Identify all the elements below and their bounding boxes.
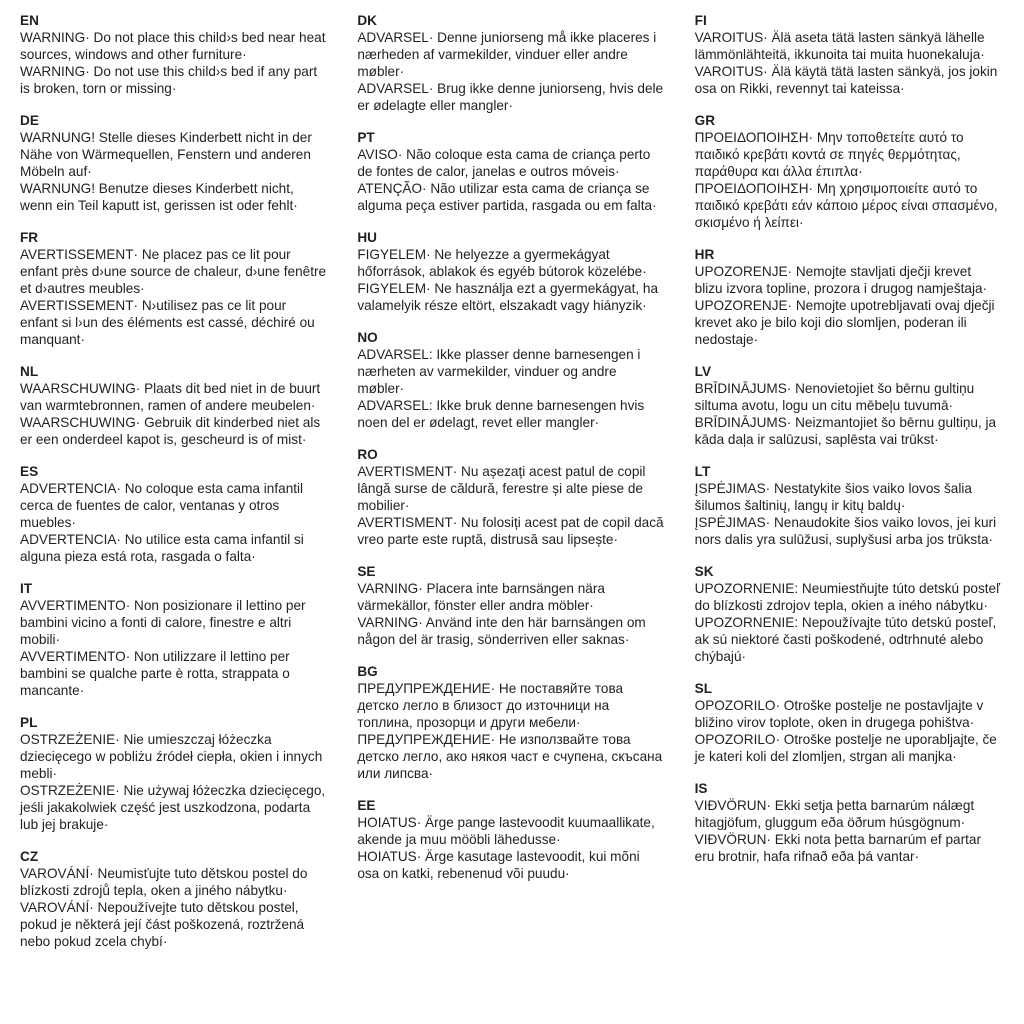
warning-paragraph: ADVARSEL: Ikke bruk denne barnesengen hvis noen del er ødelagt, revet eller mangler·: [357, 398, 645, 430]
language-code: PT: [357, 130, 375, 145]
warning-paragraph: OPOZORILO· Otroške postelje ne postavljajte v bližino virov toplote, oken in drugega pohištva·: [694, 698, 984, 730]
language-code: PL: [20, 715, 38, 730]
warning-paragraph: OPOZORILO· Otroške postelje ne uporabljajte, če je kateri koli del zlomljen, strgan ali manjka·: [694, 732, 997, 764]
warning-paragraph: ĮSPĖJIMAS· Nenaudokite šios vaiko lovos, jei kuri nors dalis yra sulūžusi, suplyšusi arba jos trūksta·: [694, 515, 997, 547]
language-code: RO: [357, 447, 378, 462]
warning-paragraph: VAROVÁNÍ· Neumisťujte tuto dětskou postel do blízkosti zdrojů tepla, oken a jiného nábytku·: [20, 866, 308, 898]
language-code: FR: [20, 230, 39, 245]
language-section-dk: [357, 12, 664, 114]
language-section-cz: [20, 848, 327, 950]
warning-paragraph: AVVERTIMENTO· Non utilizzare il lettino per bambini se qualche parte è rotta, strappata o mancante·: [20, 649, 290, 698]
warning-paragraph: UPOZORNENIE: Neumiestňujte túto detskú posteľ do blízkosti zdrojov tepla, okien a iného nábytku·: [694, 581, 1001, 613]
language-code: EE: [357, 798, 376, 813]
language-code: CZ: [20, 849, 39, 864]
language-code: SK: [694, 564, 714, 579]
language-section-lv: [695, 363, 1002, 448]
warning-paragraph: VARNING· Placera inte barnsängen nära värmekällor, fönster eller andra möbler·: [357, 581, 605, 613]
warning-paragraph: VAROITUS· Älä käytä tätä lasten sänkyä, jos jokin osa on Rikki, revennyt tai kateissa·: [694, 64, 998, 96]
language-code: GR: [694, 113, 716, 128]
column-middle: [357, 12, 664, 1008]
warning-paragraph: AVVERTIMENTO· Non posizionare il lettino per bambini vicino a fonti di calore, finestre e altri mobili·: [20, 598, 306, 647]
column-right: [695, 12, 1002, 1008]
language-code: HU: [357, 230, 377, 245]
language-section-bg: [357, 663, 664, 782]
warning-paragraph: VIÐVÖRUN· Ekki setja þetta barnarúm nálægt hitagjöfum, gluggum eða öðrum húsgögnum·: [694, 798, 975, 830]
warning-paragraph: OSTRZEŻENIE· Nie umieszczaj łóżeczka dziecięcego w pobliżu źródeł ciepła, okien i innych mebli·: [20, 732, 323, 781]
warning-paragraph: VIÐVÖRUN· Ekki nota þetta barnarúm ef partar eru brotnir, hafa rifnað eða þá vantar·: [694, 832, 981, 864]
language-section-en: [20, 12, 327, 97]
language-code: ES: [20, 464, 39, 479]
warning-paragraph: ΠΡΟΕΙΔΟΠΟΙΗΣΗ· Μην τοποθετείτε αυτό το παιδικό κρεβάτι κοντά σε πηγές θερμότητας, παράθυρα και άλλα έπιπλα·: [694, 130, 964, 179]
warning-paragraph: ПРЕДУПРЕЖДЕНИЕ· Не използвайте това детско легло, ако някоя част е счупена, скъсана или липсва·: [357, 732, 663, 781]
language-code: NL: [20, 364, 39, 379]
warning-paragraph: VARNING· Använd inte den här barnsängen om någon del är trasig, sönderriven eller saknas·: [357, 615, 646, 647]
language-section-de: [20, 112, 327, 214]
warning-paragraph: FIGYELEM· Ne használja ezt a gyermekágyat, ha valamelyik része eltört, elszakadt vagy hiányzik·: [357, 281, 659, 313]
warning-paragraph: BRĪDINĀJUMS· Neizmantojiet šo bērnu gultiņu, ja kāda daļa ir salūzusi, saplēsta vai trūkst·: [694, 415, 997, 447]
warning-paragraph: FIGYELEM· Ne helyezze a gyermekágyat hőforrások, ablakok és egyéb bútorok közelébe·: [357, 247, 647, 279]
warning-paragraph: ADVERTENCIA· No coloque esta cama infantil cerca de fuentes de calor, ventanas y otros muebles·: [20, 481, 304, 530]
language-section-gr: [695, 112, 1002, 231]
warning-paragraph: HOIATUS· Ärge pange lastevoodit kuumaallikate, akende ja muu mööbli lähedusse·: [357, 815, 655, 847]
warning-paragraph: WARNING· Do not use this child›s bed if any part is broken, torn or missing·: [20, 64, 318, 96]
warning-paragraph: ADVERTENCIA· No utilice esta cama infantil si alguna pieza está rota, rasgada o falta·: [20, 532, 304, 564]
warning-paragraph: UPOZORENJE· Nemojte upotrebljavati ovaj dječji krevet ako je bilo koji dio slomljen, poderan ili nedostaje·: [694, 298, 995, 347]
language-code: DE: [20, 113, 39, 128]
warning-paragraph: WAARSCHUWING· Gebruik dit kinderbed niet als er een onderdeel kapot is, gescheurd is of mist·: [20, 415, 321, 447]
language-section-ro: [357, 446, 664, 548]
language-section-nl: [20, 363, 327, 448]
language-code: IT: [20, 581, 33, 596]
warning-paragraph: VAROVÁNÍ· Nepoužívejte tuto dětskou postel, pokud je některá její část poškozená, roztržená nebo pokud zcela chybí·: [20, 900, 305, 949]
language-code: SE: [357, 564, 376, 579]
language-section-is: [695, 780, 1002, 865]
language-section-hu: [357, 229, 664, 314]
language-code: DK: [357, 13, 377, 28]
warning-paragraph: AVERTISSEMENT· N›utilisez pas ce lit pour enfant si l›un des éléments est cassé, déchiré ou manquant·: [20, 298, 315, 347]
language-code: FI: [694, 13, 707, 28]
language-section-se: [357, 563, 664, 648]
warning-paragraph: WAARSCHUWING· Plaats dit bed niet in de buurt van warmtebronnen, ramen of andere meubelen·: [20, 381, 321, 413]
warning-paragraph: ADVARSEL· Denne juniorseng må ikke placeres i nærheden af varmekilder, vinduer eller andre møbler·: [357, 30, 657, 79]
language-code: BG: [357, 664, 378, 679]
warning-paragraph: BRĪDINĀJUMS· Nenovietojiet šo bērnu gultiņu siltuma avotu, logu un citu mēbeļu tuvumā·: [694, 381, 975, 413]
language-code: LV: [694, 364, 712, 379]
warning-paragraph: ĮSPĖJIMAS· Nestatykite šios vaiko lovos šalia šilumos šaltinių, langų ir kitų baldų·: [694, 481, 972, 513]
language-code: EN: [20, 13, 39, 28]
language-code: LT: [694, 464, 711, 479]
warning-paragraph: WARNUNG! Benutze dieses Kinderbett nicht, wenn ein Teil kaputt ist, gerissen ist oder fehlt·: [20, 181, 298, 213]
warning-paragraph: HOIATUS· Ärge kasutage lastevoodit, kui mõni osa on katki, rebenenud või puudu·: [357, 849, 640, 881]
language-section-lt: [695, 463, 1002, 548]
language-code: SL: [694, 681, 713, 696]
column-left: [20, 12, 327, 1008]
warning-paragraph: UPOZORENJE· Nemojte stavljati dječji krevet blizu izvora topline, prozora i drugog namještaja·: [694, 264, 988, 296]
warning-paragraph: WARNUNG! Stelle dieses Kinderbett nicht in der Nähe von Wärmequellen, Fenstern und anderen Möbeln auf·: [20, 130, 312, 179]
language-section-hr: [695, 246, 1002, 348]
language-section-ee: [357, 797, 664, 882]
language-code: NO: [357, 330, 378, 345]
language-section-pl: [20, 714, 327, 833]
language-section-fi: [695, 12, 1002, 97]
language-code: HR: [694, 247, 715, 262]
language-section-no: [357, 329, 664, 431]
warning-paragraph: AVERTISMENT· Nu așezați acest patul de copil lângă surse de căldură, ferestre și alte piese de mobilier·: [357, 464, 646, 513]
warning-paragraph: ATENÇÃO· Não utilizar esta cama de criança se alguma peça estiver partida, rasgada ou em falta·: [357, 181, 657, 213]
warning-paragraph: ΠΡΟΕΙΔΟΠΟΙΗΣΗ· Μη χρησιμοποιείτε αυτό το παιδικό κρεβάτι εάν κάποιο μέρος είναι σπασμένο, σκισμένο ή λείπει·: [694, 181, 998, 230]
language-section-fr: [20, 229, 327, 348]
warning-paragraph: AVISO· Não coloque esta cama de criança perto de fontes de calor, janelas e outros móveis·: [357, 147, 651, 179]
warning-paragraph: AVERTISSEMENT· Ne placez pas ce lit pour enfant près d›une source de chaleur, d›une fenêtre et d›autres meubles·: [20, 247, 327, 296]
warning-paragraph: WARNING· Do not place this child›s bed near heat sources, windows and other furniture·: [20, 30, 326, 62]
language-section-sl: [695, 680, 1002, 765]
warning-paragraph: VAROITUS· Älä aseta tätä lasten sänkyä lähelle lämmönlähteitä, ikkunoita tai muita huonekaluja·: [694, 30, 985, 62]
warning-paragraph: ПРЕДУПРЕЖДЕНИЕ· Не поставяйте това детско легло в близост до източници на топлина, прозорци и други мебели·: [357, 681, 624, 730]
warning-paragraph: OSTRZEŻENIE· Nie używaj łóżeczka dziecięcego, jeśli jakakolwiek część jest uszkodzona, podarta lub jej brakuje·: [20, 783, 326, 832]
warning-paragraph: ADVARSEL: Ikke plasser denne barnesengen i nærheten av varmekilder, vinduer og andre møbler·: [357, 347, 641, 396]
warning-paragraph: ADVARSEL· Brug ikke denne juniorseng, hvis dele er ødelagte eller mangler·: [357, 81, 664, 113]
language-section-es: [20, 463, 327, 565]
warning-paragraph: AVERTISMENT· Nu folosiți acest pat de copil dacă vreo parte este ruptă, distrusă sau lipsește·: [357, 515, 664, 547]
warning-paragraph: UPOZORNENIE: Nepoužívajte túto detskú posteľ, ak sú niektoré časti poškodené, odtrhnuté alebo chýbajú·: [694, 615, 997, 664]
language-section-sk: [695, 563, 1002, 665]
language-section-pt: [357, 129, 664, 214]
language-code: IS: [694, 781, 708, 796]
language-section-it: [20, 580, 327, 699]
